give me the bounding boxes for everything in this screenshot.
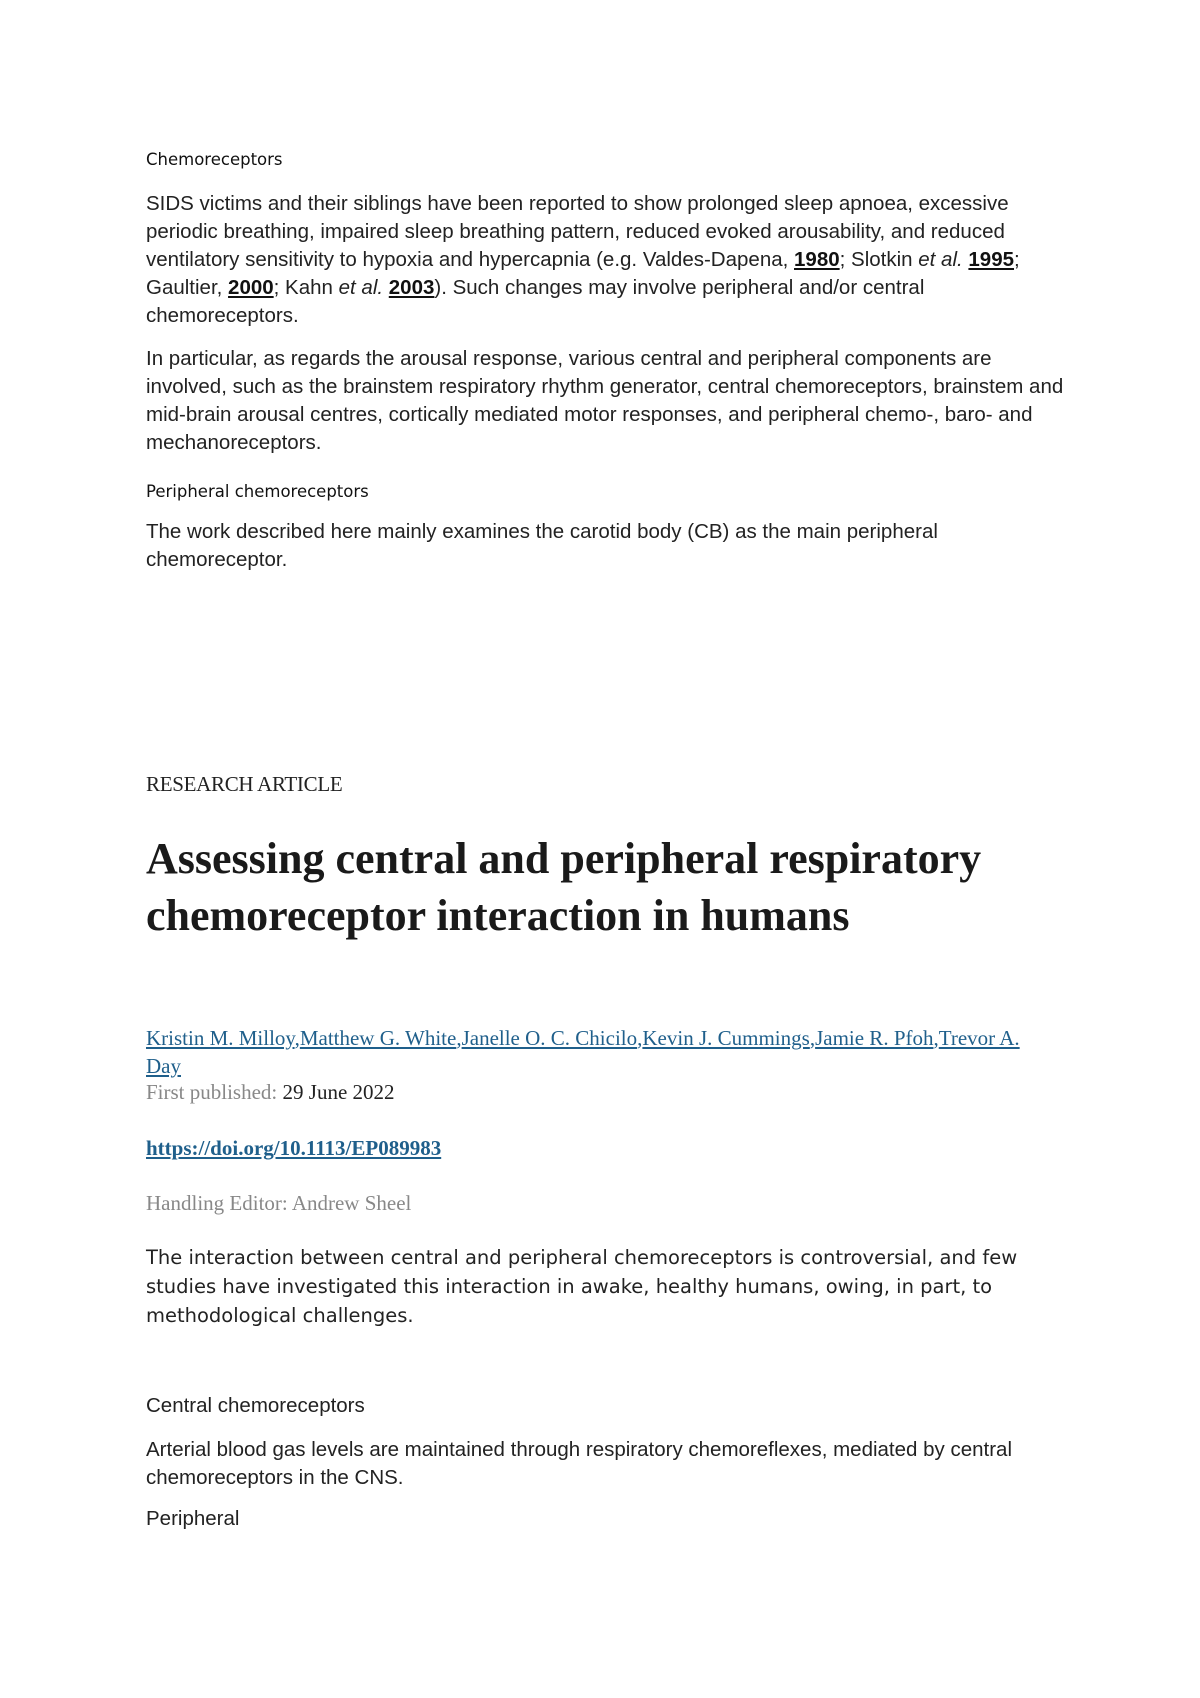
author-list: Kristin M. Milloy,Matthew G. White,Janelle O. C. Chicilo,Kevin J. Cummings,Jamie R. Pfoh,Trevor A. Day [146,1026,1020,1078]
abstract-text: The interaction between central and peripheral chemoreceptors is controversial, and few studies have investigated this interaction in awake, healthy humans, owing, in part, to methodological challenges. [146,1246,1018,1327]
article-type-label: RESEARCH ARTICLE [146,772,343,796]
author-link[interactable]: Jamie R. Pfoh [815,1026,934,1050]
published-value: 29 June 2022 [277,1080,395,1104]
paragraph-carotid-body: The work described here mainly examines the carotid body (CB) as the main peripheral chemoreceptor. [146,520,938,571]
author-link[interactable]: Trevor A. Day [146,1026,1020,1078]
section-heading-central: Central chemoreceptors [146,1394,365,1417]
ref-link-1980[interactable]: 1980 [794,248,840,271]
article-title: Assessing central and peripheral respiratory chemoreceptor interaction in humans [146,834,982,940]
published-date [146,1080,395,1105]
author-link[interactable]: Janelle O. C. Chicilo [461,1026,638,1050]
ref-link-2000[interactable]: 2000 [228,276,274,299]
author-link[interactable]: Kevin J. Cummings [642,1026,810,1050]
ref-link-1995[interactable]: 1995 [968,248,1015,271]
handling-editor: Handling Editor: Andrew Sheel [146,1191,412,1215]
ref-link-2003[interactable]: 2003 [388,276,435,299]
section-heading-peripheral: Peripheral chemoreceptors [146,482,369,501]
section-heading-chemoreceptors: Chemoreceptors [146,150,283,169]
published-label: First published: [146,1080,278,1104]
author-link[interactable]: Kristin M. Milloy [146,1026,295,1050]
paragraph-peripheral-tail: Peripheral [146,1507,240,1530]
paragraph-arousal: In particular, as regards the arousal response, various central and peripheral components are involved, such as the brainstem respiratory rhythm generator, central chemoreceptors, brainstem and mid-brain arousal centres, cortically mediated motor responses, and peripheral chemo-, baro- and mechanoreceptors. [146,347,1064,454]
paragraph-sids: SIDS victims and their siblings have been reported to show prolonged sleep apnoea, excessive periodic breathing, impaired sleep breathing pattern, reduced evoked arousability, and reduced ventilatory sensitivity to hypoxia and hypercapnia (e.g. Valdes-Dapena, 1980; Slotkin et al. 1995; Gaultier, 2000; Kahn et al. 2003). Such changes may involve peripheral and/or central chemoreceptors. [146,192,1020,327]
doi-link[interactable]: https://doi.org/10.1113/EP089983 [146,1136,442,1160]
paragraph-blood-gas: Arterial blood gas levels are maintained through respiratory chemoreflexes, mediated by central chemoreceptors in the CNS. [146,1438,1013,1489]
author-link[interactable]: Matthew G. White [299,1026,457,1050]
